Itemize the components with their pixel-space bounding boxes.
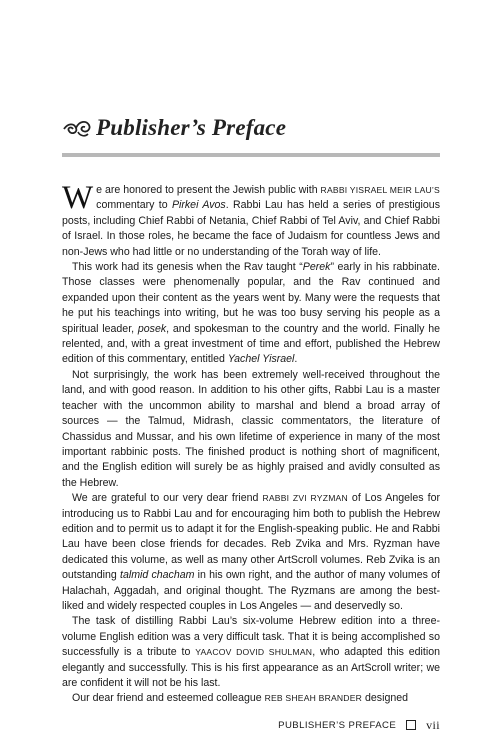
page-number: vii (426, 717, 440, 732)
paragraph: Our dear friend and esteemed colleague REB SHEAH BRANDER designed (72, 692, 409, 705)
chapter-heading (62, 113, 442, 143)
paragraph: Not surprisingly, the work has been extremely well-received throughout the land, and with good reason. In addition to his other gifts, Rabbi Lau is a master teacher with the uncommon ability to marshal and blend a broad array of sources — the Talmud, Midrash, classic commentators, the literature of Chassidus and Mussar, and his own lifetime of experience in many of the most important rabbinic posts. The finished product is nothing short of magnificent, and the English edition will surely be as highly praised and avidly consulted as the Hebrew. (62, 368, 440, 489)
running-head: PUBLISHER’S PREFACE (278, 719, 397, 731)
preface-body (62, 180, 440, 707)
italic-term: Perek (302, 261, 331, 274)
small-caps-name: REB SHEAH BRANDER (264, 693, 363, 704)
ornament-icon (62, 117, 92, 139)
italic-term: Yachel Yisrael (227, 353, 295, 366)
small-caps-name: RABBI YISRAEL MEIR LAU’S (320, 185, 440, 195)
italic-term: posek (137, 322, 167, 335)
italic-term: talmid chacham (120, 569, 195, 582)
paragraph: The task of distilling Rabbi Lau’s six-volume Hebrew edition into a three-volume English edition was a very difficult task. That it is being accomplished so successfully is a tribute to YAACOV DOVID SHULMAN, who adapted this edition elegantly and successfully. This is his first appearance as an ArtScroll writer; we are confident it will not be his last. (62, 615, 440, 689)
small-caps-name: YAACOV DOVID SHULMAN (195, 647, 313, 658)
square-icon (406, 720, 416, 730)
small-caps-name: RABBI ZVI RYZMAN (262, 493, 348, 504)
page-title: Publisher’s Preface (96, 115, 287, 140)
heading-rule (62, 153, 440, 157)
page-footer (62, 717, 440, 733)
paragraph: We are honored to present the Jewish public with RABBI YISRAEL MEIR LAU’S commentary to Pirkei Avos. Rabbi Lau has held a series of prestigious posts, including Chief Rabbi of Netania, Chief Rabbi of Tel Aviv, and Chief Rabbi of Israel. In those roles, he became the face of Judaism for countless Jews and non-Jews who had little or no understanding of the Torah way of life. (62, 180, 440, 258)
paragraph: We are grateful to our very dear friend RABBI ZVI RYZMAN of Los Angeles for introducing us to Rabbi Lau and for encouraging him both to publish the Hebrew edition and to permit us to adapt it for the English-speaking public. He and Rabbi Lau have been close friends for decades. Reb Zvika and Mrs. Ryzman have dedicated this volume, as well as many other ArtScroll volumes. Reb Zvika is an outstanding talmid chacham in his own right, and the author of many volumes of Halachah, Aggadah, and original thought. The Ryzmans are among the best-liked and widely respected couples in Los Angeles — and deservedly so. (62, 492, 440, 612)
italic-term: Pirkei Avos (171, 199, 226, 212)
drop-cap: W (62, 180, 94, 216)
paragraph: This work had its genesis when the Rav taught “Perek” early in his rabbinate. Those classes were phenomenally popular, and the Rav continued and expanded upon their content as the years went by. Many were the requests that he put his teachings into writing, but he was too busy serving his people as a spiritual leader, posek, and spokesman to the country and the world. Finally he relented, and, with a great investment of time and effort, published the Hebrew edition of this commentary, entitled Yachel Yisrael. (62, 261, 440, 366)
